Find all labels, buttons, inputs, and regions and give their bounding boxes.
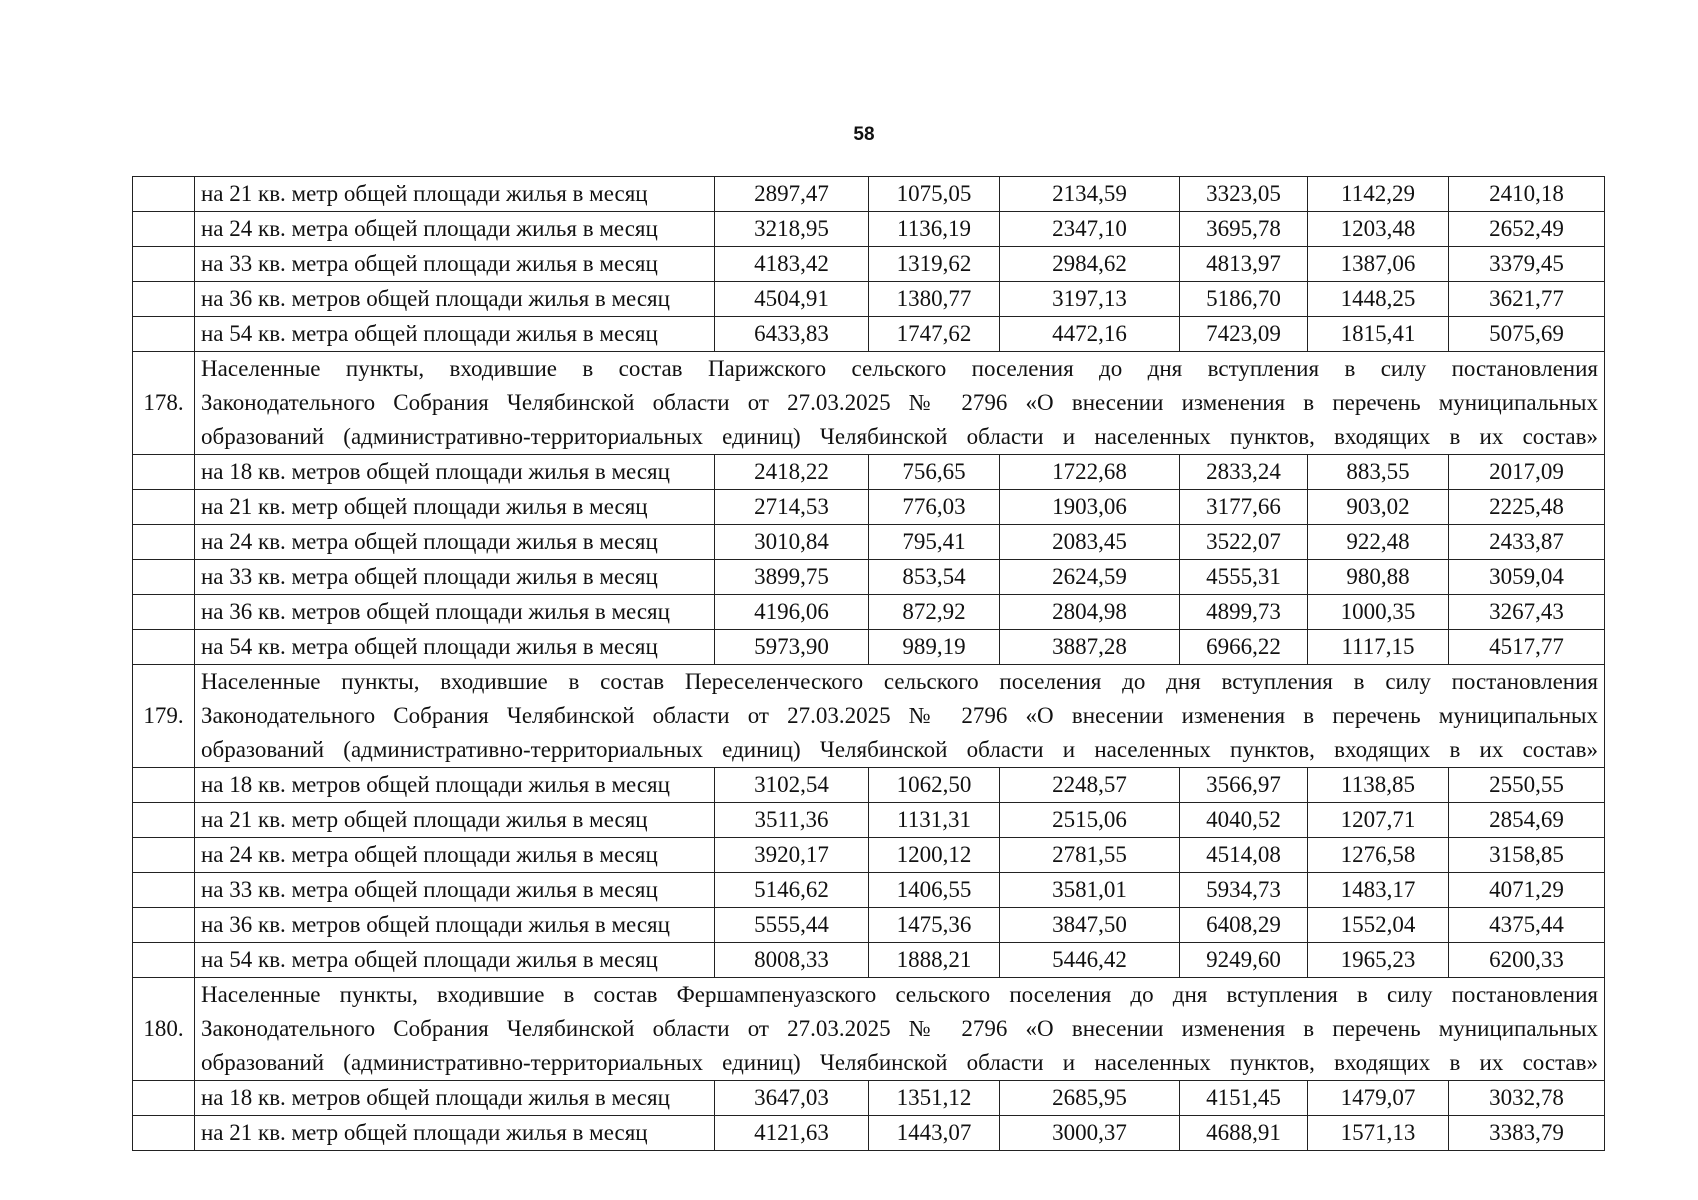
row-description: на 33 кв. метра общей площади жилья в месяц bbox=[195, 873, 715, 908]
empty-number-cell bbox=[133, 455, 195, 490]
value-cell: 3059,04 bbox=[1449, 560, 1605, 595]
row-description: на 54 кв. метра общей площади жилья в месяц bbox=[195, 943, 715, 978]
row-description: на 33 кв. метра общей площади жилья в месяц bbox=[195, 560, 715, 595]
value-cell: 4555,31 bbox=[1180, 560, 1308, 595]
value-cell: 5146,62 bbox=[715, 873, 869, 908]
value-cell: 1075,05 bbox=[869, 177, 1000, 212]
value-cell: 1448,25 bbox=[1308, 282, 1449, 317]
value-cell: 1406,55 bbox=[869, 873, 1000, 908]
empty-number-cell bbox=[133, 838, 195, 873]
value-cell: 1443,07 bbox=[869, 1116, 1000, 1151]
value-cell: 2685,95 bbox=[1000, 1081, 1180, 1116]
utility-rates-table bbox=[132, 176, 1605, 1151]
value-cell: 1319,62 bbox=[869, 247, 1000, 282]
value-cell: 2897,47 bbox=[715, 177, 869, 212]
table-body bbox=[133, 177, 1605, 1151]
value-cell: 2134,59 bbox=[1000, 177, 1180, 212]
value-cell: 1965,23 bbox=[1308, 943, 1449, 978]
value-cell: 5973,90 bbox=[715, 630, 869, 665]
value-cell: 5186,70 bbox=[1180, 282, 1308, 317]
value-cell: 1475,36 bbox=[869, 908, 1000, 943]
value-cell: 4196,06 bbox=[715, 595, 869, 630]
table-row bbox=[133, 1081, 1605, 1116]
page-number: 58 bbox=[853, 124, 875, 145]
value-cell: 3102,54 bbox=[715, 768, 869, 803]
value-cell: 2225,48 bbox=[1449, 490, 1605, 525]
value-cell: 1571,13 bbox=[1308, 1116, 1449, 1151]
value-cell: 3158,85 bbox=[1449, 838, 1605, 873]
value-cell: 4514,08 bbox=[1180, 838, 1308, 873]
value-cell: 3566,97 bbox=[1180, 768, 1308, 803]
table-row bbox=[133, 908, 1605, 943]
value-cell: 1276,58 bbox=[1308, 838, 1449, 873]
row-description: на 54 кв. метра общей площади жилья в месяц bbox=[195, 317, 715, 352]
value-cell: 1131,31 bbox=[869, 803, 1000, 838]
table-row bbox=[133, 943, 1605, 978]
value-cell: 2550,55 bbox=[1449, 768, 1605, 803]
value-cell: 2652,49 bbox=[1449, 212, 1605, 247]
value-cell: 883,55 bbox=[1308, 455, 1449, 490]
table-row bbox=[133, 212, 1605, 247]
row-description: на 36 кв. метров общей площади жилья в месяц bbox=[195, 908, 715, 943]
empty-number-cell bbox=[133, 768, 195, 803]
item-number: 178. bbox=[133, 352, 195, 455]
value-cell: 1722,68 bbox=[1000, 455, 1180, 490]
value-cell: 922,48 bbox=[1308, 525, 1449, 560]
value-cell: 3522,07 bbox=[1180, 525, 1308, 560]
value-cell: 5075,69 bbox=[1449, 317, 1605, 352]
value-cell: 4183,42 bbox=[715, 247, 869, 282]
value-cell: 2781,55 bbox=[1000, 838, 1180, 873]
empty-number-cell bbox=[133, 908, 195, 943]
value-cell: 1142,29 bbox=[1308, 177, 1449, 212]
table-row bbox=[133, 873, 1605, 908]
empty-number-cell bbox=[133, 873, 195, 908]
value-cell: 2984,62 bbox=[1000, 247, 1180, 282]
value-cell: 1747,62 bbox=[869, 317, 1000, 352]
settlement-description-line: Населенные пункты, входившие в состав Парижского сельского поселения до дня вступления в силу постановления bbox=[201, 356, 1598, 381]
row-description: на 36 кв. метров общей площади жилья в месяц bbox=[195, 595, 715, 630]
table-row bbox=[133, 455, 1605, 490]
value-cell: 4121,63 bbox=[715, 1116, 869, 1151]
value-cell: 989,19 bbox=[869, 630, 1000, 665]
table-row bbox=[133, 1116, 1605, 1151]
row-description: на 24 кв. метра общей площади жилья в месяц bbox=[195, 525, 715, 560]
row-description: на 24 кв. метра общей площади жилья в месяц bbox=[195, 212, 715, 247]
value-cell: 3647,03 bbox=[715, 1081, 869, 1116]
table-row bbox=[133, 247, 1605, 282]
value-cell: 1552,04 bbox=[1308, 908, 1449, 943]
table-row bbox=[133, 282, 1605, 317]
row-description: на 21 кв. метр общей площади жилья в месяц bbox=[195, 490, 715, 525]
value-cell: 2410,18 bbox=[1449, 177, 1605, 212]
value-cell: 4071,29 bbox=[1449, 873, 1605, 908]
value-cell: 2017,09 bbox=[1449, 455, 1605, 490]
value-cell: 1203,48 bbox=[1308, 212, 1449, 247]
value-cell: 1062,50 bbox=[869, 768, 1000, 803]
value-cell: 4517,77 bbox=[1449, 630, 1605, 665]
empty-number-cell bbox=[133, 525, 195, 560]
value-cell: 3920,17 bbox=[715, 838, 869, 873]
value-cell: 2433,87 bbox=[1449, 525, 1605, 560]
settlement-description-line: образований (административно-территориальных единиц) Челябинской области и населенных пунктов, входящих в их состав» bbox=[201, 424, 1598, 449]
value-cell: 3899,75 bbox=[715, 560, 869, 595]
value-cell: 3010,84 bbox=[715, 525, 869, 560]
empty-number-cell bbox=[133, 1116, 195, 1151]
value-cell: 1138,85 bbox=[1308, 768, 1449, 803]
empty-number-cell bbox=[133, 803, 195, 838]
settlement-description-line: Законодательного Собрания Челябинской области от 27.03.2025 № 2796 «О внесении изменения в перечень муниципальных bbox=[201, 390, 1598, 415]
value-cell: 2515,06 bbox=[1000, 803, 1180, 838]
empty-number-cell bbox=[133, 630, 195, 665]
table-row bbox=[133, 630, 1605, 665]
value-cell: 3621,77 bbox=[1449, 282, 1605, 317]
value-cell: 4688,91 bbox=[1180, 1116, 1308, 1151]
value-cell: 1903,06 bbox=[1000, 490, 1180, 525]
value-cell: 8008,33 bbox=[715, 943, 869, 978]
value-cell: 5446,42 bbox=[1000, 943, 1180, 978]
value-cell: 1000,35 bbox=[1308, 595, 1449, 630]
value-cell: 9249,60 bbox=[1180, 943, 1308, 978]
value-cell: 1136,19 bbox=[869, 212, 1000, 247]
settlement-description-line: Населенные пункты, входившие в состав Переселенческого сельского поселения до дня вступления в силу постановления bbox=[201, 669, 1598, 694]
table-row bbox=[133, 803, 1605, 838]
settlement-description bbox=[195, 352, 1605, 455]
value-cell: 756,65 bbox=[869, 455, 1000, 490]
value-cell: 6433,83 bbox=[715, 317, 869, 352]
item-number: 180. bbox=[133, 978, 195, 1081]
settlement-description-line: Законодательного Собрания Челябинской области от 27.03.2025 № 2796 «О внесении изменения в перечень муниципальных bbox=[201, 703, 1598, 728]
settlement-header-row bbox=[133, 665, 1605, 768]
value-cell: 3197,13 bbox=[1000, 282, 1180, 317]
empty-number-cell bbox=[133, 595, 195, 630]
table-row bbox=[133, 595, 1605, 630]
empty-number-cell bbox=[133, 212, 195, 247]
empty-number-cell bbox=[133, 247, 195, 282]
empty-number-cell bbox=[133, 282, 195, 317]
value-cell: 5934,73 bbox=[1180, 873, 1308, 908]
settlement-description bbox=[195, 665, 1605, 768]
value-cell: 776,03 bbox=[869, 490, 1000, 525]
table-row bbox=[133, 838, 1605, 873]
row-description: на 36 кв. метров общей площади жилья в месяц bbox=[195, 282, 715, 317]
value-cell: 1387,06 bbox=[1308, 247, 1449, 282]
value-cell: 1815,41 bbox=[1308, 317, 1449, 352]
row-description: на 24 кв. метра общей площади жилья в месяц bbox=[195, 838, 715, 873]
settlement-description-line: Населенные пункты, входившие в состав Фершампенуазского сельского поселения до дня вступления в силу постановления bbox=[201, 982, 1598, 1007]
value-cell: 6966,22 bbox=[1180, 630, 1308, 665]
empty-number-cell bbox=[133, 490, 195, 525]
value-cell: 1351,12 bbox=[869, 1081, 1000, 1116]
value-cell: 4040,52 bbox=[1180, 803, 1308, 838]
value-cell: 1483,17 bbox=[1308, 873, 1449, 908]
value-cell: 1888,21 bbox=[869, 943, 1000, 978]
settlement-header-row bbox=[133, 352, 1605, 455]
value-cell: 3383,79 bbox=[1449, 1116, 1605, 1151]
value-cell: 6200,33 bbox=[1449, 943, 1605, 978]
value-cell: 3000,37 bbox=[1000, 1116, 1180, 1151]
value-cell: 2347,10 bbox=[1000, 212, 1180, 247]
value-cell: 4813,97 bbox=[1180, 247, 1308, 282]
table-row bbox=[133, 177, 1605, 212]
value-cell: 3847,50 bbox=[1000, 908, 1180, 943]
value-cell: 1380,77 bbox=[869, 282, 1000, 317]
value-cell: 2418,22 bbox=[715, 455, 869, 490]
table-row bbox=[133, 490, 1605, 525]
empty-number-cell bbox=[133, 317, 195, 352]
value-cell: 903,02 bbox=[1308, 490, 1449, 525]
value-cell: 2083,45 bbox=[1000, 525, 1180, 560]
value-cell: 3218,95 bbox=[715, 212, 869, 247]
item-number: 179. bbox=[133, 665, 195, 768]
settlement-description bbox=[195, 978, 1605, 1081]
value-cell: 2248,57 bbox=[1000, 768, 1180, 803]
value-cell: 3177,66 bbox=[1180, 490, 1308, 525]
value-cell: 3032,78 bbox=[1449, 1081, 1605, 1116]
row-description: на 21 кв. метр общей площади жилья в месяц bbox=[195, 177, 715, 212]
value-cell: 2833,24 bbox=[1180, 455, 1308, 490]
value-cell: 2714,53 bbox=[715, 490, 869, 525]
value-cell: 4899,73 bbox=[1180, 595, 1308, 630]
value-cell: 4375,44 bbox=[1449, 908, 1605, 943]
value-cell: 1200,12 bbox=[869, 838, 1000, 873]
value-cell: 5555,44 bbox=[715, 908, 869, 943]
table-row bbox=[133, 560, 1605, 595]
row-description: на 21 кв. метр общей площади жилья в месяц bbox=[195, 1116, 715, 1151]
row-description: на 33 кв. метра общей площади жилья в месяц bbox=[195, 247, 715, 282]
value-cell: 6408,29 bbox=[1180, 908, 1308, 943]
value-cell: 4504,91 bbox=[715, 282, 869, 317]
value-cell: 980,88 bbox=[1308, 560, 1449, 595]
empty-number-cell bbox=[133, 1081, 195, 1116]
table-row bbox=[133, 768, 1605, 803]
empty-number-cell bbox=[133, 560, 195, 595]
value-cell: 1207,71 bbox=[1308, 803, 1449, 838]
value-cell: 853,54 bbox=[869, 560, 1000, 595]
empty-number-cell bbox=[133, 943, 195, 978]
value-cell: 3887,28 bbox=[1000, 630, 1180, 665]
value-cell: 4472,16 bbox=[1000, 317, 1180, 352]
table-row bbox=[133, 317, 1605, 352]
value-cell: 1117,15 bbox=[1308, 630, 1449, 665]
value-cell: 795,41 bbox=[869, 525, 1000, 560]
value-cell: 2804,98 bbox=[1000, 595, 1180, 630]
value-cell: 2624,59 bbox=[1000, 560, 1180, 595]
value-cell: 2854,69 bbox=[1449, 803, 1605, 838]
row-description: на 18 кв. метров общей площади жилья в месяц bbox=[195, 455, 715, 490]
row-description: на 18 кв. метров общей площади жилья в месяц bbox=[195, 768, 715, 803]
value-cell: 3267,43 bbox=[1449, 595, 1605, 630]
row-description: на 54 кв. метра общей площади жилья в месяц bbox=[195, 630, 715, 665]
value-cell: 7423,09 bbox=[1180, 317, 1308, 352]
settlement-description-line: образований (административно-территориальных единиц) Челябинской области и населенных пунктов, входящих в их состав» bbox=[201, 737, 1598, 762]
value-cell: 3695,78 bbox=[1180, 212, 1308, 247]
row-description: на 18 кв. метров общей площади жилья в месяц bbox=[195, 1081, 715, 1116]
table-row bbox=[133, 525, 1605, 560]
value-cell: 4151,45 bbox=[1180, 1081, 1308, 1116]
value-cell: 3511,36 bbox=[715, 803, 869, 838]
empty-number-cell bbox=[133, 177, 195, 212]
settlement-description-line: Законодательного Собрания Челябинской области от 27.03.2025 № 2796 «О внесении изменения в перечень муниципальных bbox=[201, 1016, 1598, 1041]
value-cell: 872,92 bbox=[869, 595, 1000, 630]
settlement-header-row bbox=[133, 978, 1605, 1081]
value-cell: 3581,01 bbox=[1000, 873, 1180, 908]
value-cell: 3323,05 bbox=[1180, 177, 1308, 212]
settlement-description-line: образований (административно-территориальных единиц) Челябинской области и населенных пунктов, входящих в их состав» bbox=[201, 1050, 1598, 1075]
row-description: на 21 кв. метр общей площади жилья в месяц bbox=[195, 803, 715, 838]
value-cell: 1479,07 bbox=[1308, 1081, 1449, 1116]
value-cell: 3379,45 bbox=[1449, 247, 1605, 282]
